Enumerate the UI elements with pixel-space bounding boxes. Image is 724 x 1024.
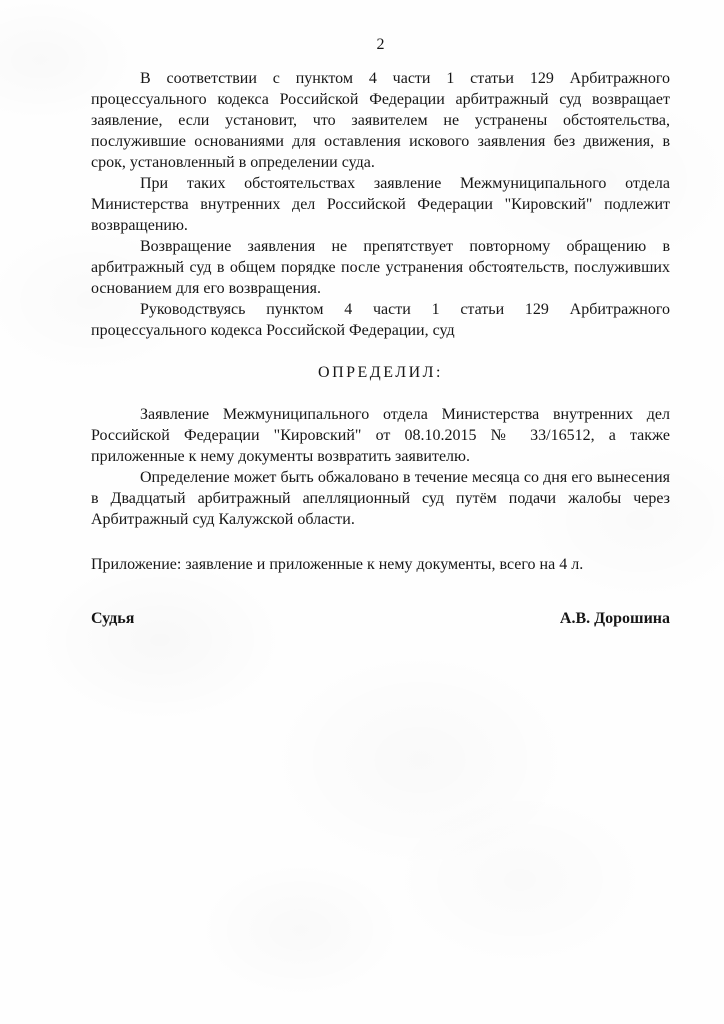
paragraph-line: возвращению. [91,217,188,234]
paragraph-line: Руководствуясь пунктом 4 части 1 статьи 129 Арбитражного [140,301,670,318]
paragraph-line: При таких обстоятельствах заявление Межмуниципального отдела [140,175,670,192]
document-blocks [91,68,670,575]
paragraph-line: основанием для его возвращения. [91,280,321,297]
paragraph-line: Арбитражный суд Калужской области. [91,511,355,528]
paragraph-line: процессуального кодекса Российской Федерации, суд [91,322,455,339]
paragraph-line: процессуального кодекса Российской Федерации арбитражный суд возвращает [91,91,670,108]
paragraph-line: Определение может быть обжаловано в течение месяца со дня его вынесения [140,469,670,486]
paragraph [91,173,670,236]
paragraph [91,299,670,341]
judge-role-label: Судья [91,610,135,627]
paragraph-line: послужившие основаниями для оставления искового заявления без движения, в [91,133,670,150]
paragraph-line: арбитражный суд в общем порядке после устранения обстоятельств, послуживших [91,259,670,276]
paragraph-line: Приложение: заявление и приложенные к нему документы, всего на 4 л. [91,556,584,573]
paragraph-line: приложенные к нему документы возвратить заявителю. [91,448,470,465]
paragraph [91,236,670,299]
paragraph-line: Возвращение заявления не препятствует повторному обращению в [140,238,670,255]
judge-name: А.В. Дорошина [559,610,670,627]
signature-row [91,608,670,629]
paragraph [91,404,670,467]
paragraph-line: в Двадцатый арбитражный апелляционный суд путём подачи жалобы через [91,490,670,507]
section-heading: ОПРЕДЕЛИЛ: [318,364,443,381]
paragraph-line: Заявление Межмуниципального отдела Министерства внутренних дел [140,406,670,423]
paragraph-line: срок, установленный в определении суда. [91,154,375,171]
paragraph [91,467,670,530]
paragraph-line: Министерства внутренних дел Российской Федерации "Кировский" подлежит [91,196,670,213]
paragraph-line: В соответствии с пунктом 4 части 1 статьи 129 Арбитражного [140,70,670,87]
paragraph [91,68,670,173]
attachment-note [91,554,670,575]
page-number: 2 [376,36,385,53]
paragraph-line: Российской Федерации "Кировский" от 08.10.2015 № 33/16512, а также [91,427,670,444]
paragraph-line: заявление, если установит, что заявителем не устранены обстоятельства, [91,112,670,129]
